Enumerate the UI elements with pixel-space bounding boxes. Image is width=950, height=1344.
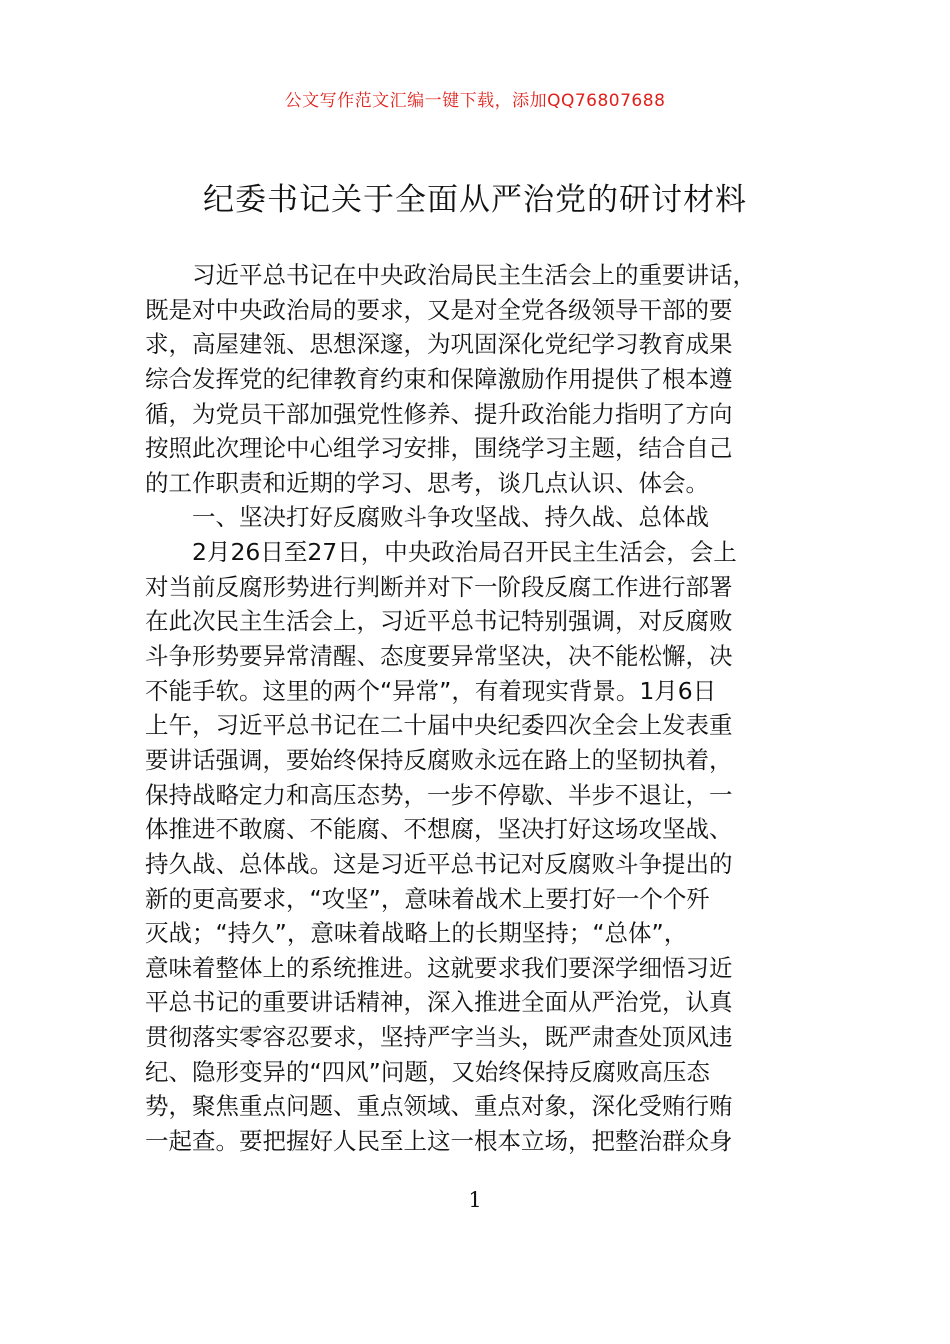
paragraph-line: 不能手软。这里的两个“异常”，有着现实背景。1月6日 [145, 676, 717, 705]
promo-banner: 公文写作范文汇编一键下载，添加QQ76807688 [284, 91, 666, 111]
paragraph-line: 体推进不敢腐、不能腐、不想腐，坚决打好这场攻坚战、 [145, 815, 733, 844]
paragraph-line: 意味着整体上的系统推进。这就要求我们要深学细悟习近 [145, 953, 733, 982]
paragraph-line: 既是对中央政治局的要求，又是对全党各级领导干部的要 [145, 295, 733, 324]
paragraph-line: 势，聚焦重点问题、重点领域、重点对象，深化受贿行贿 [145, 1092, 733, 1121]
page-number: 1 [468, 1188, 482, 1212]
paragraph-line: 新的更高要求，“攻坚”，意味着战术上要打好一个个歼 [145, 884, 710, 913]
paragraph-line: 的工作职责和近期的学习、思考，谈几点认识、体会。 [145, 468, 709, 497]
paragraph-line: 循，为党员干部加强党性修养、提升政治能力指明了方向 [145, 399, 733, 428]
paragraph-line: 持久战、总体战。这是习近平总书记对反腐败斗争提出的 [145, 849, 733, 878]
paragraph-line: 在此次民主生活会上，习近平总书记特别强调，对反腐败 [145, 607, 733, 636]
paragraph-line: 斗争形势要异常清醒、态度要异常坚决，决不能松懈，决 [145, 642, 733, 671]
paragraph-line: 求，高屋建瓴、思想深邃，为巩固深化党纪学习教育成果 [145, 330, 733, 359]
paragraph-line: 一起查。要把握好人民至上这一根本立场，把整治群众身 [145, 1127, 733, 1156]
section-heading: 一、坚决打好反腐败斗争攻坚战、持久战、总体战 [192, 503, 709, 532]
paragraph-line: 贯彻落实零容忍要求，坚持严字当头，既严肃查处顶风违 [145, 1023, 733, 1052]
paragraph-line: 要讲话强调，要始终保持反腐败永远在路上的坚韧执着， [145, 745, 733, 774]
paragraph-line: 2月26日至27日，中央政治局召开民主生活会，会上 [192, 538, 737, 567]
document-title: 纪委书记关于全面从严治党的研讨材料 [203, 182, 747, 218]
paragraph-line: 综合发挥党的纪律教育约束和保障激励作用提供了根本遵 [145, 364, 733, 393]
paragraph-line: 对当前反腐形势进行判断并对下一阶段反腐工作进行部署 [145, 572, 733, 601]
paragraph-line: 纪、隐形变异的“四风”问题，又始终保持反腐败高压态 [145, 1057, 710, 1086]
paragraph-line: 上午，习近平总书记在二十届中央纪委四次全会上发表重 [145, 711, 733, 740]
paragraph-line: 灭战；“持久”，意味着战略上的长期坚持；“总体”， [145, 919, 688, 948]
paragraph-line: 平总书记的重要讲话精神，深入推进全面从严治党，认真 [145, 988, 733, 1017]
paragraph-line: 习近平总书记在中央政治局民主生活会上的重要讲话， [192, 261, 756, 289]
paragraph-line: 保持战略定力和高压态势，一步不停歇、半步不退让，一 [145, 780, 733, 809]
paragraph-line: 按照此次理论中心组学习安排，围绕学习主题，结合自己 [145, 434, 733, 463]
document-body [145, 258, 815, 1159]
